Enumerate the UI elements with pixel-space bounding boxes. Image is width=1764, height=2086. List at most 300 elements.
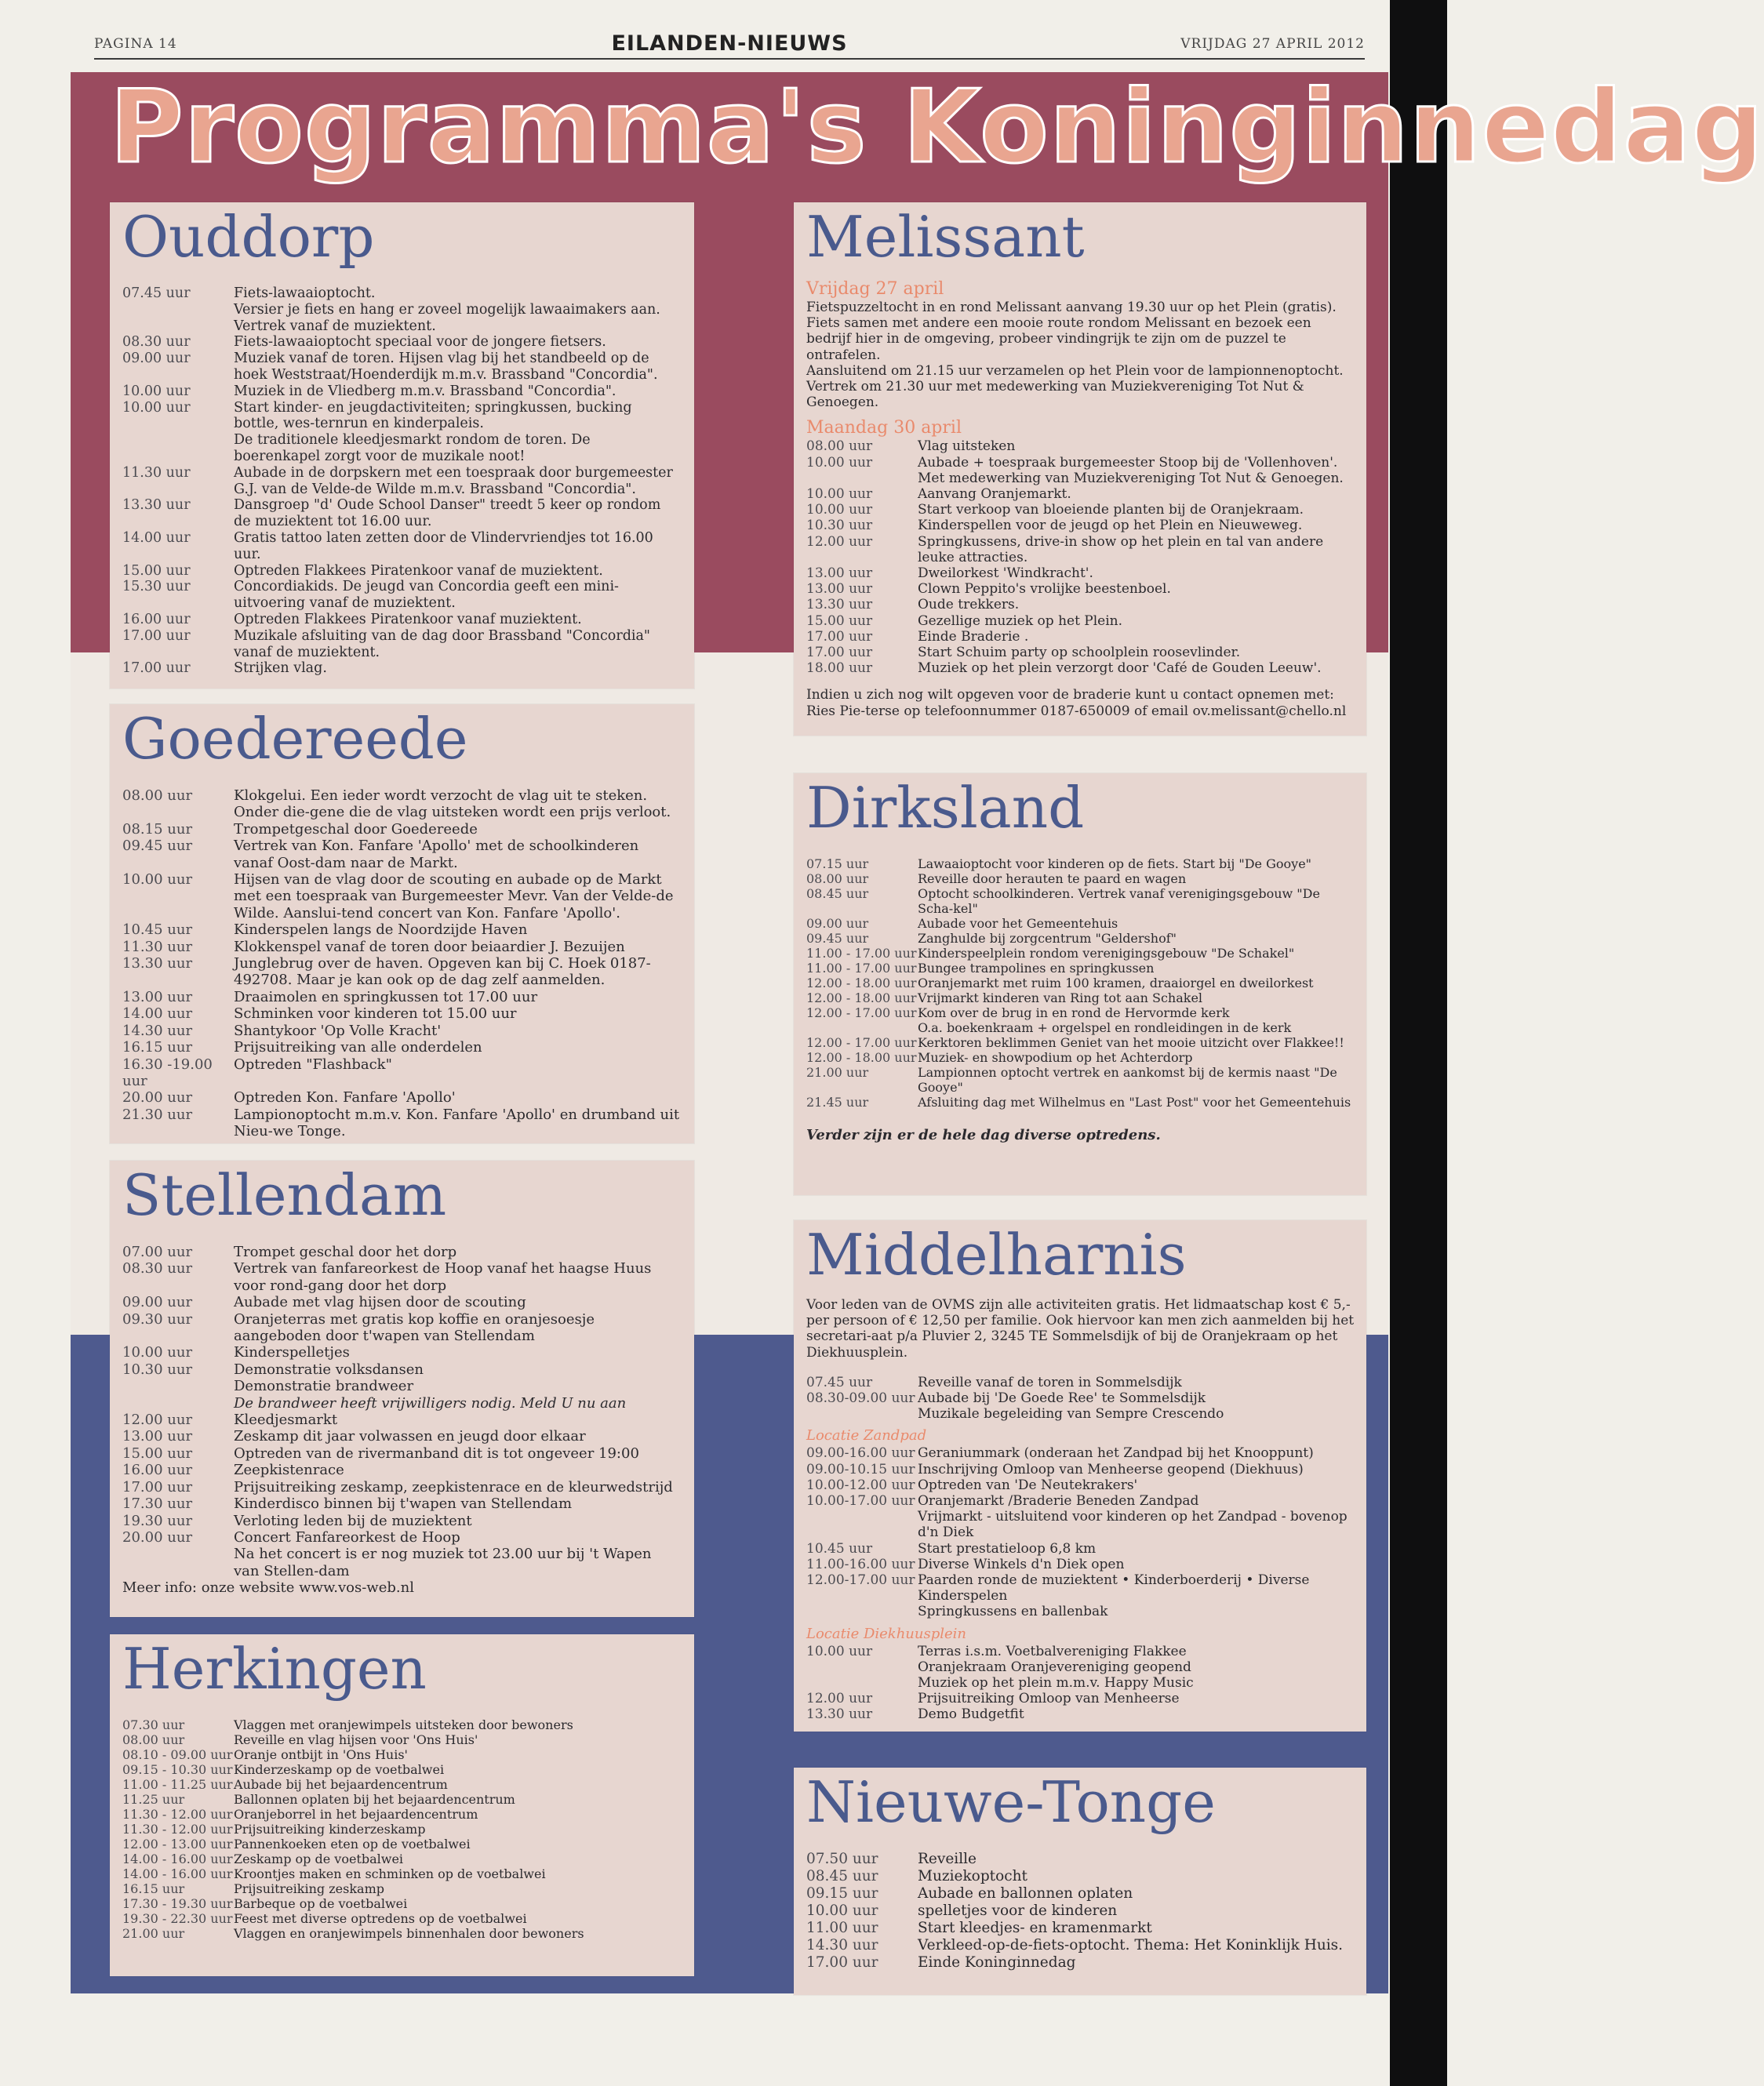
- panel-stellendam: [110, 1161, 694, 1617]
- schedule-description: Kinderspelen langs de Noordzijde Haven: [234, 921, 528, 939]
- schedule-time: 13.30 uur: [122, 955, 193, 972]
- schedule-time: 10.00 uur: [122, 399, 191, 416]
- schedule-row: [122, 1395, 680, 1412]
- schedule-time: 10.00 uur: [122, 1344, 193, 1361]
- schedule-row: [806, 660, 1352, 676]
- schedule-time: 11.00-16.00 uur: [806, 1556, 915, 1572]
- schedule-row: [806, 645, 1352, 660]
- schedule-row: [122, 1777, 680, 1792]
- intro-text: Fietspuzzeltocht in en rond Melissant aanvang 19.30 uur op het Plein (gratis). Fiets samen met andere een mooie route rondom Melissant en bezoek een bedrijf hier in de omgeving, probeer vindingrijk te zijn om de puzzel te ontrafelen.: [806, 300, 1337, 363]
- schedule-description: Shantykoor 'Op Volle Kracht': [234, 1022, 442, 1039]
- schedule-description: Oranjeterras met gratis kop koffie en oranjesoesje aangeboden door t'wapen van Stellendam: [234, 1310, 595, 1345]
- schedule-time: 15.00 uur: [806, 612, 873, 629]
- schedule-description: Inschrijving Omloop van Menheerse geopend (Diekhuus): [918, 1461, 1304, 1477]
- schedule-time: 08.45 uur: [806, 1868, 878, 1884]
- newspaper-header: [94, 30, 1365, 60]
- schedule-row: [806, 1375, 1352, 1390]
- scan-edge: [1390, 0, 1447, 2086]
- schedule-description: Springkussens, drive-in show op het plein en tal van andere leuke attracties.: [918, 533, 1324, 565]
- schedule-description: Lampionoptocht m.m.v. Kon. Fanfare 'Apollo' en drumband uit Nieu-we Tonge.: [234, 1106, 680, 1140]
- schedule-time: 17.00 uur: [122, 627, 191, 644]
- section-heading: Dirksland: [806, 775, 1085, 841]
- panel-dirksland: [794, 773, 1366, 1195]
- schedule-row: [122, 612, 680, 628]
- schedule-time: 10.00 uur: [806, 1643, 873, 1659]
- schedule-time: 19.30 uur: [122, 1512, 193, 1529]
- schedule-row: [122, 1462, 680, 1478]
- schedule-description: Aubade in de dorpskern met een toespraak door burgemeester G.J. van de Velde-de Wilde m.m.v. Brassband "Concordia".: [234, 464, 673, 497]
- schedule-row: [806, 1477, 1352, 1493]
- section-heading: Nieuwe-Tonge: [806, 1769, 1216, 1835]
- schedule-description: Kinderspellen voor de jeugd op het Plein en Nieuweweg.: [918, 518, 1303, 534]
- schedule-time: 12.00 uur: [806, 533, 873, 550]
- schedule-row: [122, 1529, 680, 1546]
- schedule-row: [122, 821, 680, 838]
- schedule-description: Springkussens en ballenbak: [918, 1604, 1108, 1620]
- schedule-row: [806, 455, 1352, 486]
- schedule-time: 12.00 - 18.00 uur: [806, 990, 917, 1005]
- schedule-time: 08.30 uur: [122, 334, 191, 351]
- schedule-row: [806, 871, 1352, 886]
- schedule-description: Vertrek van Kon. Fanfare 'Apollo' met de schoolkinderen vanaf Oost-dam naar de Markt.: [234, 838, 639, 871]
- schedule-time: 08.00 uur: [122, 1732, 185, 1747]
- schedule-row: [806, 597, 1352, 612]
- schedule-description: Oude trekkers.: [918, 597, 1020, 613]
- schedule-description: Feest met diverse optredens op de voetbalwei: [234, 1911, 527, 1926]
- schedule-description: Oranjeborrel in het bejaardencentrum: [234, 1807, 478, 1822]
- schedule-time: 11.25 uur: [122, 1792, 185, 1807]
- schedule-row: [122, 1911, 680, 1926]
- schedule-time: [806, 1675, 918, 1691]
- schedule-description: Klokkenspel vanaf de toren door beiaardier J. Bezuijen: [234, 938, 625, 955]
- location-heading: Locatie Diekhuusplein: [806, 1625, 967, 1642]
- schedule-description: Verloting leden bij de muziektent: [234, 1512, 472, 1529]
- schedule-row: [806, 1572, 1352, 1604]
- schedule-description: Afsluiting dag met Wilhelmus en "Last Post" voor het Gemeentehuis: [918, 1095, 1351, 1110]
- schedule-time: 19.30 - 22.30 uur: [122, 1911, 233, 1926]
- schedule-time: 11.00 - 17.00 uur: [806, 946, 917, 961]
- schedule-time: 09.45 uur: [806, 931, 869, 946]
- schedule-description: Na het concert is er nog muziek tot 23.00 uur bij 't Wapen van Stellen-dam: [234, 1546, 652, 1579]
- schedule-row: [806, 1851, 1352, 1868]
- schedule-description: Start verkoop van bloeiende planten bij de Oranjekraam.: [918, 502, 1304, 518]
- schedule-time: 08.30 uur: [122, 1260, 193, 1277]
- schedule-description: Einde Braderie .: [918, 628, 1029, 645]
- schedule-row: [122, 1792, 680, 1807]
- schedule-time: 21.30 uur: [122, 1106, 193, 1123]
- schedule-row: [122, 939, 680, 955]
- schedule-time: 17.00 uur: [122, 660, 191, 677]
- schedule-description: Draaimolen en springkussen tot 17.00 uur: [234, 988, 538, 1005]
- schedule-time: 08.10 - 09.00 uur: [122, 1747, 233, 1762]
- schedule-time: 10.00 uur: [806, 454, 873, 471]
- schedule-row: [806, 1885, 1352, 1902]
- schedule-time: [806, 1406, 918, 1422]
- schedule-row: [122, 302, 680, 335]
- section-heading: Melissant: [806, 204, 1085, 270]
- schedule-time: 14.00 uur: [122, 1005, 193, 1023]
- schedule-time: 08.45 uur: [806, 886, 869, 901]
- schedule-description: Vrijmarkt kinderen van Ring tot aan Schakel: [918, 990, 1203, 1005]
- schedule-time: 15.00 uur: [122, 1445, 193, 1462]
- schedule-description: Oranjemarkt met ruim 100 kramen, draaiorgel en dweilorkest: [918, 976, 1314, 990]
- schedule-time: 16.30 -19.00 uur: [122, 1056, 213, 1089]
- section-heading: Herkingen: [122, 1636, 427, 1702]
- schedule-time: 20.00 uur: [122, 1089, 193, 1107]
- day-heading: Vrijdag 27 april: [806, 279, 944, 299]
- schedule-time: 17.00 uur: [806, 628, 873, 645]
- schedule-row: [122, 1445, 680, 1462]
- schedule-description: Oranjekraam Oranjevereniging geopend: [918, 1659, 1191, 1675]
- schedule-description: Aubade bij het bejaardencentrum: [234, 1777, 448, 1792]
- schedule-time: 13.00 uur: [806, 565, 873, 582]
- schedule-row: [122, 921, 680, 938]
- schedule-row: [122, 1807, 680, 1822]
- schedule-time: [122, 432, 234, 465]
- intro-text: Aansluitend om 21.15 uur verzamelen op het Plein voor de lampionnenoptocht. Vertrek om 21.30 uur met medewerking van Muziekvereniging Tot Nut & Genoegen.: [806, 362, 1344, 411]
- schedule-row: [122, 1056, 680, 1090]
- schedule-time: 10.00 uur: [122, 383, 191, 399]
- schedule-time: 17.30 - 19.30 uur: [122, 1896, 233, 1911]
- schedule-row: [122, 563, 680, 580]
- schedule-time: 09.00 uur: [122, 351, 191, 367]
- schedule-row: [806, 990, 1352, 1005]
- schedule-time: 07.45 uur: [806, 1374, 873, 1390]
- schedule-row: [122, 351, 680, 383]
- schedule-row: [806, 1557, 1352, 1572]
- schedule-time: 11.00 - 11.25 uur: [122, 1777, 233, 1792]
- schedule-time: 11.30 - 12.00 uur: [122, 1822, 233, 1837]
- schedule-row: [122, 1881, 680, 1896]
- schedule-description: Kinderdisco binnen bij t'wapen van Stellendam: [234, 1495, 573, 1513]
- panel-herkingen: [110, 1634, 694, 1976]
- schedule-time: 16.00 uur: [122, 611, 191, 627]
- schedule-row: [122, 1344, 680, 1361]
- schedule-time: 09.30 uur: [122, 1310, 193, 1328]
- schedule-row: [806, 1920, 1352, 1937]
- schedule-description: Start kleedjes- en kramenmarkt: [918, 1920, 1152, 1936]
- schedule-row: [806, 1406, 1352, 1422]
- schedule-row: [122, 1866, 680, 1881]
- schedule-list: [794, 856, 1366, 1110]
- schedule-description: Strijken vlag.: [234, 660, 327, 677]
- schedule-time: 09.00-16.00 uur: [806, 1445, 915, 1462]
- schedule-row: [122, 955, 680, 989]
- schedule-description: Vlaggen en oranjewimpels binnenhalen door bewoners: [234, 1926, 584, 1941]
- schedule-list: [794, 1375, 1366, 1423]
- schedule-time: 21.45 uur: [806, 1095, 869, 1110]
- schedule-time: 12.00-17.00 uur: [806, 1572, 915, 1589]
- schedule-description: Klokgelui. Een ieder wordt verzocht de vlag uit te steken. Onder die-gene die de vlag uitsteken wordt een prijs verloot.: [234, 787, 671, 821]
- schedule-time: 09.00-10.15 uur: [806, 1461, 915, 1477]
- schedule-time: 17.30 uur: [122, 1495, 193, 1513]
- schedule-time: 08.00 uur: [806, 871, 869, 886]
- schedule-time: 14.00 - 16.00 uur: [122, 1852, 233, 1866]
- schedule-description: Start Schuim party op schoolplein roosevlinder.: [918, 645, 1241, 661]
- schedule-row: [122, 989, 680, 1005]
- schedule-row: [122, 1311, 680, 1345]
- schedule-row: [122, 1896, 680, 1911]
- schedule-description: Muziek op het plein m.m.v. Happy Music: [918, 1675, 1194, 1692]
- schedule-row: [806, 581, 1352, 597]
- schedule-description: Gratis tattoo laten zetten door de Vlindervriendjes tot 16.00 uur.: [234, 529, 653, 562]
- schedule-description: Aubade bij 'De Goede Ree' te Sommelsdijk: [918, 1390, 1206, 1407]
- schedule-row: [806, 502, 1352, 518]
- schedule-row: [122, 1762, 680, 1777]
- schedule-row: [122, 1260, 680, 1294]
- schedule-row: [122, 1495, 680, 1512]
- schedule-description: Trompet geschal door het dorp: [234, 1244, 457, 1260]
- schedule-time: 12.00 uur: [806, 1691, 873, 1707]
- schedule-time: [122, 302, 234, 335]
- schedule-time: 13.00 uur: [122, 988, 193, 1005]
- schedule-description: Terras i.s.m. Voetbalvereniging Flakkee: [918, 1643, 1187, 1659]
- schedule-row: [122, 334, 680, 351]
- schedule-row: [806, 931, 1352, 946]
- schedule-row: [806, 1691, 1352, 1706]
- schedule-description: Lampionnen optocht vertrek en aankomst bij de kermis naast "De Gooye": [918, 1065, 1337, 1095]
- schedule-row: [806, 946, 1352, 961]
- schedule-description: Optreden "Flashback": [234, 1056, 392, 1073]
- schedule-description: Kom over de brug in en rond de Hervormde kerk: [918, 1005, 1230, 1020]
- schedule-description: Prijsuitreiking van alle onderdelen: [234, 1039, 482, 1056]
- schedule-row: [122, 465, 680, 498]
- panel-ouddorp: [110, 202, 694, 689]
- schedule-time: 07.15 uur: [806, 856, 869, 871]
- schedule-description: Kinderspeelplein rondom verenigingsgebouw "De Schakel": [918, 946, 1295, 961]
- schedule-row: [806, 1675, 1352, 1691]
- schedule-description: Demonstratie volksdansen: [234, 1361, 424, 1378]
- schedule-description: Kleedjesmarkt: [234, 1412, 338, 1429]
- schedule-row: [122, 1479, 680, 1495]
- schedule-time: 09.15 uur: [806, 1885, 878, 1902]
- schedule-time: 08.00 uur: [122, 787, 193, 804]
- section-heading: Goedereede: [122, 706, 468, 772]
- schedule-description: Oranjemarkt /Braderie Beneden Zandpad: [918, 1493, 1199, 1510]
- schedule-row: [122, 787, 680, 821]
- schedule-description: Dansgroep "d' Oude School Danser" treedt 5 keer op rondom de muziektent tot 16.00 uur.: [234, 497, 661, 530]
- issue-date: VRIJDAG 27 APRIL 2012: [1180, 36, 1365, 52]
- schedule-time: 12.00 - 18.00 uur: [806, 1050, 917, 1065]
- schedule-time: 10.00-12.00 uur: [806, 1477, 915, 1493]
- schedule-time: [122, 1546, 234, 1579]
- schedule-description: De traditionele kleedjesmarkt rondom de toren. De boerenkapel zorgt voor de muzikale noot!: [234, 432, 591, 464]
- schedule-row: [122, 1732, 680, 1747]
- schedule-time: 08.30-09.00 uur: [806, 1390, 915, 1407]
- schedule-row: [806, 976, 1352, 990]
- schedule-description: Zanghulde bij zorgcentrum "Geldershof": [918, 931, 1177, 946]
- schedule-row: [806, 961, 1352, 976]
- schedule-time: 16.00 uur: [122, 1462, 193, 1479]
- schedule-row: [122, 1926, 680, 1941]
- schedule-time: 10.45 uur: [806, 1540, 873, 1557]
- schedule-description: Muzikale afsluiting van de dag door Brassband "Concordia" vanaf de muziektent.: [234, 627, 650, 660]
- footer-note: Verder zijn er de hele dag diverse optredens.: [806, 1127, 1161, 1143]
- schedule-row: [122, 1822, 680, 1837]
- schedule-description: Gezellige muziek op het Plein.: [918, 612, 1123, 629]
- schedule-description: Demonstratie brandweer: [234, 1378, 414, 1395]
- schedule-row: [806, 518, 1352, 533]
- schedule-row: [122, 871, 680, 921]
- schedule-list: [794, 438, 1366, 676]
- schedule-time: 07.00 uur: [122, 1244, 193, 1260]
- schedule-description: Paarden ronde de muziektent • Kinderboerderij • Diverse Kinderspelen: [918, 1572, 1310, 1604]
- schedule-row: [122, 1244, 680, 1260]
- schedule-description: Junglebrug over de haven. Opgeven kan bij C. Hoek 0187-492708. Maar je kan ook op de dag zelf aanmelden.: [234, 955, 651, 989]
- schedule-row: [806, 1902, 1352, 1920]
- schedule-row: [122, 1378, 680, 1394]
- schedule-time: [806, 1604, 918, 1619]
- schedule-time: 17.00 uur: [806, 1954, 878, 1971]
- schedule-row: [806, 1005, 1352, 1020]
- schedule-time: 15.00 uur: [122, 562, 191, 579]
- schedule-row: [122, 1513, 680, 1529]
- schedule-description: Reveille vanaf de toren in Sommelsdijk: [918, 1374, 1182, 1390]
- schedule-description: Fiets-lawaaioptocht.: [234, 285, 376, 301]
- schedule-row: [122, 1546, 680, 1579]
- schedule-description: Muziek vanaf de toren. Hijsen vlag bij het standbeeld op de hoek Weststraat/Hoenderdijk m.m.v. Brassband "Concordia".: [234, 351, 658, 383]
- schedule-description: Reveille en vlag hijsen voor 'Ons Huis': [234, 1732, 478, 1747]
- schedule-description: Prijsuitreiking zeskamp: [234, 1881, 384, 1896]
- schedule-time: 10.30 uur: [806, 518, 873, 534]
- schedule-description: Reveille: [918, 1851, 977, 1867]
- schedule-description: Reveille door herauten te paard en wagen: [918, 871, 1187, 886]
- schedule-description: Fiets-lawaaioptocht speciaal voor de jongere fietsers.: [234, 334, 606, 351]
- schedule-time: 10.30 uur: [122, 1361, 193, 1378]
- schedule-description: Aubade en ballonnen oplaten: [918, 1885, 1133, 1902]
- schedule-description: Vlaggen met oranjewimpels uitsteken door bewoners: [234, 1717, 573, 1732]
- schedule-row: [806, 613, 1352, 629]
- schedule-description: Versier je fiets en hang er zoveel mogelijk lawaaimakers aan. Vertrek vanaf de muziektent.: [234, 301, 660, 334]
- panel-middelharnis: [794, 1220, 1366, 1732]
- schedule-description: Kroontjes maken en schminken op de voetbalwei: [234, 1866, 546, 1881]
- schedule-time: 10.00-17.00 uur: [806, 1493, 915, 1510]
- schedule-description: Vlag uitsteken: [918, 438, 1016, 455]
- schedule-row: [806, 1541, 1352, 1557]
- schedule-time: 16.15 uur: [122, 1881, 185, 1896]
- schedule-row: [122, 432, 680, 465]
- schedule-row: [122, 1089, 680, 1106]
- schedule-time: 14.00 uur: [122, 529, 191, 546]
- schedule-list: [794, 1445, 1366, 1619]
- schedule-row: [122, 1039, 680, 1056]
- schedule-time: 12.00 - 13.00 uur: [122, 1837, 233, 1852]
- schedule-description: Muziek op het plein verzorgt door 'Café de Gouden Leeuw'.: [918, 660, 1322, 677]
- schedule-row: [122, 1837, 680, 1852]
- schedule-time: 11.30 - 12.00 uur: [122, 1807, 233, 1822]
- schedule-description: Concordiakids. De jeugd van Concordia geeft een mini-uitvoering vanaf de muziektent.: [234, 579, 619, 612]
- schedule-time: [806, 1659, 918, 1675]
- schedule-list: [110, 787, 694, 1140]
- schedule-row: [806, 1095, 1352, 1110]
- page-title: Programma's Koninginnedag: [110, 69, 1764, 186]
- schedule-row: [122, 1294, 680, 1310]
- page-number: PAGINA 14: [94, 36, 177, 52]
- schedule-time: 10.00 uur: [806, 1902, 878, 1919]
- schedule-description: Optreden van 'De Neutekrakers': [918, 1477, 1138, 1493]
- schedule-time: [122, 1378, 234, 1394]
- website-note: Meer info: onze website www.vos-web.nl: [122, 1579, 414, 1597]
- schedule-row: [806, 916, 1352, 931]
- schedule-row: [806, 1445, 1352, 1461]
- schedule-row: [122, 1852, 680, 1866]
- schedule-row: [806, 1868, 1352, 1885]
- schedule-time: 08.00 uur: [806, 438, 873, 455]
- schedule-description: Vertrek van fanfareorkest de Hoop vanaf het haagse Huus voor rond-gang door het dorp: [234, 1260, 652, 1294]
- schedule-row: [122, 628, 680, 661]
- schedule-row: [122, 1005, 680, 1022]
- schedule-row: [122, 838, 680, 871]
- schedule-row: [806, 1462, 1352, 1477]
- schedule-row: [806, 629, 1352, 645]
- schedule-list: [110, 1717, 694, 1941]
- newspaper-name: EILANDEN-NIEUWS: [611, 31, 848, 56]
- schedule-description: Optreden Kon. Fanfare 'Apollo': [234, 1089, 456, 1107]
- schedule-description: Lawaaioptocht voor kinderen op de fiets. Start bij "De Gooye": [918, 856, 1312, 871]
- panel-melissant: [794, 202, 1366, 736]
- schedule-time: 09.00 uur: [806, 916, 869, 931]
- schedule-time: 11.30 uur: [122, 938, 193, 955]
- schedule-description: Aanvang Oranjemarkt.: [918, 486, 1071, 503]
- schedule-time: 13.30 uur: [122, 497, 191, 514]
- schedule-description: Muziek in de Vliedberg m.m.v. Brassband "Concordia".: [234, 383, 616, 399]
- schedule-description: Demo Budgetfit: [918, 1706, 1024, 1723]
- schedule-row: [806, 856, 1352, 871]
- schedule-time: 07.30 uur: [122, 1717, 185, 1732]
- schedule-description: Optocht schoolkinderen. Vertrek vanaf verenigingsgebouw "De Scha-kel": [918, 886, 1320, 916]
- schedule-row: [122, 1717, 680, 1732]
- schedule-time: 12.00 - 17.00 uur: [806, 1005, 917, 1020]
- schedule-list: [794, 1644, 1366, 1723]
- schedule-time: 15.30 uur: [122, 579, 191, 595]
- schedule-description: Kerktoren beklimmen Geniet van het mooie uitzicht over Flakkee!!: [918, 1035, 1344, 1050]
- schedule-time: 18.00 uur: [806, 660, 873, 677]
- schedule-time: 14.30 uur: [806, 1937, 878, 1953]
- schedule-time: 14.30 uur: [122, 1022, 193, 1039]
- schedule-list: [794, 1851, 1366, 1972]
- day-heading: Maandag 30 april: [806, 418, 962, 438]
- schedule-row: [806, 486, 1352, 502]
- schedule-description: Schminken voor kinderen tot 15.00 uur: [234, 1005, 517, 1023]
- schedule-row: [122, 1412, 680, 1428]
- schedule-description: Zeskamp dit jaar volwassen en jeugd door elkaar: [234, 1428, 586, 1445]
- schedule-description: O.a. boekenkraam + orgelspel en rondleidingen in de kerk: [918, 1020, 1292, 1035]
- schedule-row: [122, 400, 680, 433]
- schedule-description: Geraniummark (onderaan het Zandpad bij het Knooppunt): [918, 1445, 1314, 1462]
- schedule-description: Muzikale begeleiding van Sempre Crescendo: [918, 1406, 1224, 1423]
- schedule-time: 11.00 uur: [806, 1920, 878, 1936]
- schedule-time: 17.00 uur: [122, 1478, 193, 1495]
- schedule-row: [806, 565, 1352, 581]
- schedule-row: [806, 438, 1352, 454]
- schedule-time: 17.00 uur: [806, 645, 873, 661]
- schedule-row: [806, 1659, 1352, 1675]
- schedule-row: [122, 530, 680, 563]
- schedule-row: [806, 1065, 1352, 1095]
- schedule-description: Zeskamp op de voetbalwei: [234, 1852, 404, 1866]
- schedule-time: [122, 1395, 234, 1412]
- schedule-time: 13.30 uur: [806, 1706, 873, 1723]
- schedule-time: 10.00 uur: [122, 871, 193, 889]
- schedule-row: [806, 1493, 1352, 1509]
- schedule-description: spelletjes voor de kinderen: [918, 1902, 1118, 1919]
- schedule-row: [122, 285, 680, 302]
- schedule-row: [806, 1509, 1352, 1540]
- schedule-row: [806, 1390, 1352, 1406]
- schedule-row: [122, 1361, 680, 1378]
- panel-goedereede: [110, 704, 694, 1143]
- schedule-row: [122, 1747, 680, 1762]
